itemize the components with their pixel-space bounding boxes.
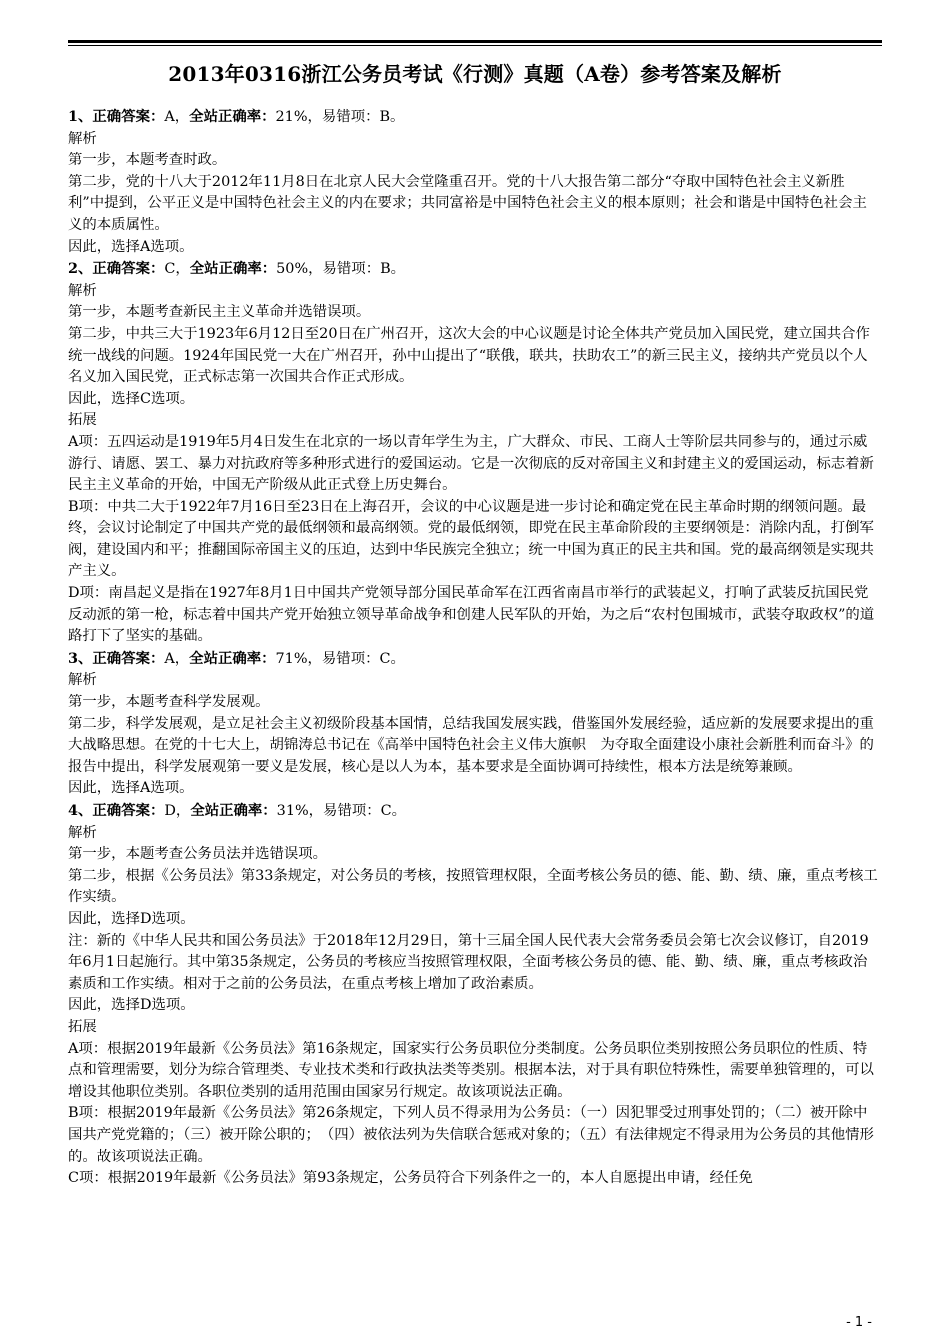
question-2-answer-line: 2、正确答案：C，全站正确率：50%，易错项：B。 (68, 260, 406, 278)
q2-conclusion: 因此，选择C选项。 (68, 390, 195, 407)
q2-jiexi-heading: 解析 (68, 282, 97, 299)
header-rule-thick (68, 40, 882, 43)
q4-tuozhan-heading: 拓展 (68, 1018, 97, 1035)
q2-step-1: 第一步，本题考查新民主主义革命并选错误项。 (68, 304, 371, 321)
q4-option-b: B项：根据2019年最新《公务员法》第26条规定，下列人员不得录用为公务员：（一）因犯罪受过刑事处罚的；（二）被开除中国共产党党籍的；（三）被开除公职的； （四）被依法列为失信联合惩戒对象的；（五）有法律规定不得录用为公务员的其他情形的。故该项说法正确。 (68, 1105, 874, 1165)
q2-option-d: D项：南昌起义是指在1927年8月1日中国共产党领导部分国民革命军在江西省南昌市举行的武装起义，打响了武装反抗国民党反动派的第一枪，标志着中国共产党开始独立领导革命战争和创建人民军队的开始，为之后“农村包围城市，武装夺取政权”的道路打下了坚实的基础。 (68, 585, 875, 645)
q1-conclusion: 因此，选择A选项。 (68, 238, 194, 255)
header-rule-thin (68, 45, 882, 46)
q1-jiexi-heading: 解析 (68, 130, 97, 147)
page-number: - 1 - (846, 1315, 872, 1330)
q2-option-a: A项：五四运动是1919年5月4日发生在北京的一场以青年学生为主，广大群众、市民、工商人士等阶层共同参与的，通过示威游行、请愿、罢工、暴力对抗政府等多种形式进行的爱国运动。它是一次彻底的反对帝国主义和封建主义的爱国运动，标志着新民主主义革命的开始，中国无产阶级从此正式登上历史舞台。 (68, 433, 874, 494)
q3-conclusion: 因此，选择A选项。 (68, 780, 194, 797)
q2-option-b: B项：中共二大于1922年7月16日至23日在上海召开，会议的中心议题是进一步讨论和确定党在民主革命时期的纲领问题。最终，会议讨论制定了中国共产党的最低纲领和最高纲领。党的最低纲领，即党在民主革命阶段的主要纲领是：消除内乱，打倒军阀，建设国内和平；推翻国际帝国主义的压迫，达到中华民族完全独立；统一中国为真正的民主共和国。党的最高纲领是实现共产主义。 (68, 498, 874, 580)
q3-jiexi-heading: 解析 (68, 672, 97, 689)
q4-jiexi-heading: 解析 (68, 824, 97, 841)
q4-note: 注：新的《中华人民共和国公务员法》于2018年12月29日，第十三届全国人民代表大会常务委员会第七次会议修订，自2019年6月1日起施行。其中第35条规定，公务员的考核应当按照管理权限，全面考核公务员的德、能、勤、绩、廉，重点考核政治素质和工作实绩。相对于之前的公务员法，在重点考核上增加了政治素质。 (68, 932, 869, 992)
q2-tuozhan-heading: 拓展 (68, 412, 97, 429)
q4-conclusion-2: 因此，选择D选项。 (68, 997, 195, 1014)
q4-step-1: 第一步，本题考查公务员法并选错误项。 (68, 846, 328, 863)
q1-step-2: 第二步，党的十八大于2012年11月8日在北京人民大会堂隆重召开。党的十八大报告第二部分“夺取中国特色社会主义新胜利”中提到，公平正义是中国特色社会主义的内在要求；共同富裕是中国特色社会主义的根本原则；社会和谐是中国特色社会主义的本质属性。 (68, 173, 867, 233)
document-body (68, 106, 880, 1190)
document-title: 2013年0316浙江公务员考试《行测》真题（A卷）参考答案及解析 (168, 62, 782, 86)
q4-step-2: 第二步，根据《公务员法》第33条规定，对公务员的考核，按照管理权限，全面考核公务员的德、能、勤、绩、廉，重点考核工作实绩。 (68, 867, 878, 906)
q3-step-2: 第二步，科学发展观，是立足社会主义初级阶段基本国情，总结我国发展实践，借鉴国外发展经验，适应新的发展要求提出的重大战略思想。在党的十七大上，胡锦涛总书记在《高举中国特色社会主义伟大旗帜 为夺取全面建设小康社会新胜利而奋斗》的报告中提出，科学发展观第一要义是发展，核心是以人为本，基本要求是全面协调可持续性，根本方法是统筹兼顾。 (68, 715, 874, 775)
question-1-answer-line: 1、正确答案：A，全站正确率：21%，易错项：B。 (68, 108, 405, 125)
q4-option-a: A项：根据2019年最新《公务员法》第16条规定，国家实行公务员职位分类制度。公务员职位类别按照公务员职位的性质、特点和管理需要，划分为综合管理类、专业技术类和行政执法类等类别。根据本法，对于具有职位特殊性，需要单独管理的，可以增设其他职位类别。各职位类别的适用范围由国家另行规定。故该项说法正确。 (68, 1040, 874, 1100)
question-4-answer-line: 4、正确答案：D，全站正确率：31%，易错项：C。 (68, 802, 407, 819)
q1-step-1: 第一步，本题考查时政。 (68, 152, 227, 169)
q4-conclusion: 因此，选择D选项。 (68, 910, 195, 927)
question-3-answer-line: 3、正确答案：A，全站正确率：71%，易错项：C。 (68, 649, 405, 667)
q4-option-c: C项：根据2019年最新《公务员法》第93条规定，公务员符合下列条件之一的，本人自愿提出申请，经任免 (68, 1170, 753, 1187)
q3-step-1: 第一步，本题考查科学发展观。 (68, 694, 270, 711)
q2-step-2: 第二步，中共三大于1923年6月12日至20日在广州召开，这次大会的中心议题是讨论全体共产党员加入国民党，建立国共合作统一战线的问题。1924年国民党一大在广州召开，孙中山提出了“联俄，联共，扶助农工”的新三民主义，接纳共产党员以个人名义加入国民党，正式标志第一次国共合作正式形成。 (68, 325, 870, 386)
